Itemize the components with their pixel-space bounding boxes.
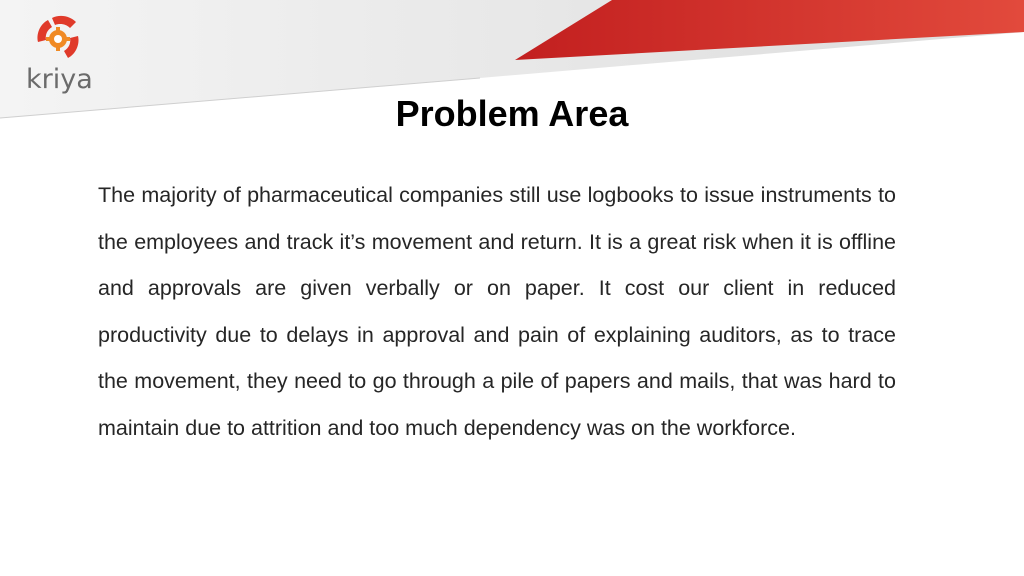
page-title-wrap (0, 93, 1024, 135)
page-title: Problem Area (395, 93, 629, 134)
logo-text: kriya (26, 64, 93, 95)
kriya-logo (24, 12, 104, 104)
body-paragraph: The majority of pharmaceutical companies still use logbooks to issue instruments to the employees and track it’s movement and return. It is a great risk when it is offline and approvals are given verbally or on paper. It cost our client in reduced productivity due to delays in approval and pain of explaining auditors, as to trace the movement, they need to go through a pile of papers and mails, that was hard to maintain due to attrition and too much dependency was on the workforce. (98, 183, 896, 440)
kriya-gear-icon (30, 12, 82, 64)
